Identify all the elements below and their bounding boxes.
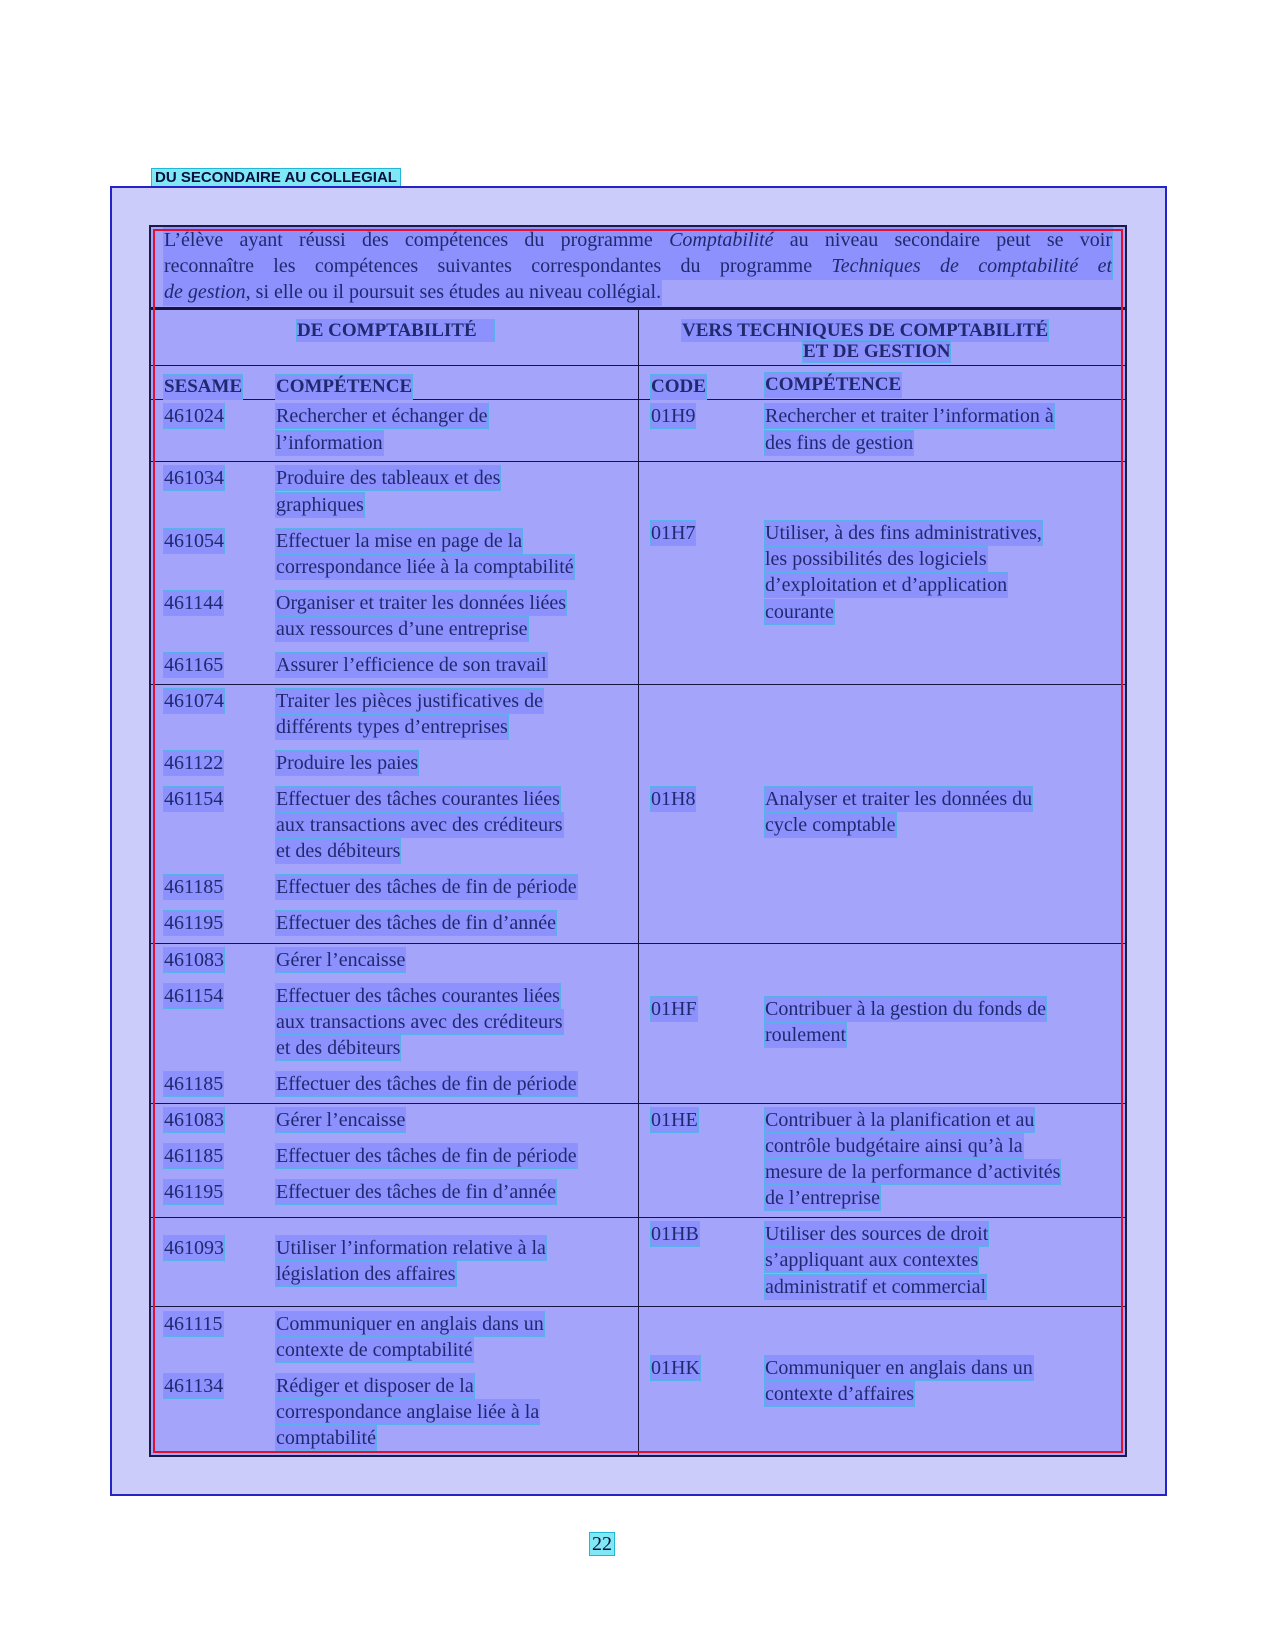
competence-line: administratif et commercial bbox=[765, 1276, 987, 1298]
sesame-code: 461093 bbox=[164, 1237, 224, 1259]
sesame-code: 461134 bbox=[164, 1375, 224, 1397]
sesame-code: 461185 bbox=[164, 1145, 224, 1167]
college-code: 01H7 bbox=[651, 522, 696, 544]
competence-line: Effectuer des tâches de fin d’année bbox=[276, 1181, 557, 1203]
column-divider bbox=[638, 308, 639, 1456]
sesame-code: 461024 bbox=[164, 405, 224, 427]
competence-line: aux transactions avec des créditeurs bbox=[276, 814, 563, 836]
sesame-code: 461115 bbox=[164, 1313, 223, 1335]
sesame-code: 461034 bbox=[164, 467, 224, 489]
sesame-code: 461154 bbox=[164, 985, 224, 1007]
competence-line: Contribuer à la gestion du fonds de bbox=[765, 998, 1047, 1020]
competence-line: aux transactions avec des créditeurs bbox=[276, 1011, 563, 1033]
competence-line: contexte d’affaires bbox=[765, 1383, 914, 1405]
right-title: ET DE GESTION bbox=[803, 341, 951, 362]
competence-line: et des débiteurs bbox=[276, 1037, 401, 1059]
sesame-code: 461122 bbox=[164, 752, 224, 774]
college-code: 01HF bbox=[651, 998, 697, 1020]
column-header-code: CODE bbox=[651, 376, 706, 397]
column-header-competence: COMPÉTENCE bbox=[276, 376, 413, 397]
sesame-code: 461185 bbox=[164, 1073, 224, 1095]
sesame-code: 461154 bbox=[164, 788, 224, 810]
competence-line: mesure de la performance d’activités bbox=[765, 1161, 1061, 1183]
competence-line: Produire des tableaux et des bbox=[276, 467, 501, 489]
competence-line: Utiliser, à des fins administratives, bbox=[765, 522, 1042, 544]
competence-line: contexte de comptabilité bbox=[276, 1339, 473, 1361]
competence-line: graphiques bbox=[276, 494, 364, 516]
competence-line: Effectuer des tâches courantes liées bbox=[276, 985, 560, 1007]
competence-line: Effectuer des tâches de fin de période bbox=[276, 876, 577, 898]
sesame-code: 461083 bbox=[164, 1109, 224, 1131]
competence-line: Rechercher et échanger de bbox=[276, 405, 488, 427]
competence-line: d’exploitation et d’application bbox=[765, 574, 1008, 596]
college-code: 01HK bbox=[651, 1357, 700, 1379]
sesame-code: 461195 bbox=[164, 912, 224, 934]
competence-line: Traiter les pièces justificatives de bbox=[276, 690, 543, 712]
competence-line: roulement bbox=[765, 1024, 847, 1046]
section-label: DU SECONDAIRE AU COLLEGIAL bbox=[151, 168, 401, 188]
competence-line: Analyser et traiter les données du bbox=[765, 788, 1033, 810]
competence-line: Effectuer des tâches de fin de période bbox=[276, 1145, 577, 1167]
competence-line: comptabilité bbox=[276, 1427, 376, 1449]
sesame-code: 461165 bbox=[164, 654, 224, 676]
competence-line: correspondance anglaise liée à la bbox=[276, 1401, 540, 1423]
competence-line: les possibilités des logiciels bbox=[765, 548, 987, 570]
competence-line: et des débiteurs bbox=[276, 840, 401, 862]
competence-line: Effectuer des tâches de fin de période bbox=[276, 1073, 577, 1095]
college-code: 01H8 bbox=[651, 788, 696, 810]
sesame-code: 461054 bbox=[164, 530, 224, 552]
sesame-code: 461074 bbox=[164, 690, 224, 712]
intro-line: reconnaître les compétences suivantes correspondantes du programme Techniques de comptabilité et bbox=[164, 255, 1112, 277]
competence-line: contrôle budgétaire ainsi qu’à la bbox=[765, 1135, 1023, 1157]
page-number: 22 bbox=[592, 1533, 612, 1555]
competence-line: de l’entreprise bbox=[765, 1187, 880, 1209]
competence-line: cycle comptable bbox=[765, 814, 896, 836]
competence-line: des fins de gestion bbox=[765, 432, 914, 454]
competence-line: Contribuer à la planification et au bbox=[765, 1109, 1035, 1131]
sesame-code: 461195 bbox=[164, 1181, 224, 1203]
competence-line: Rechercher et traiter l’information à bbox=[765, 405, 1054, 427]
competence-line: différents types d’entreprises bbox=[276, 716, 508, 738]
competence-line: Produire les paies bbox=[276, 752, 419, 774]
left-title: DE COMPTABILITÉ bbox=[297, 320, 494, 341]
sesame-code: 461144 bbox=[164, 592, 224, 614]
competence-line: s’appliquant aux contextes bbox=[765, 1249, 979, 1271]
competence-line: Utiliser des sources de droit bbox=[765, 1223, 989, 1245]
intro-line: de gestion, si elle ou il poursuit ses études au niveau collégial. bbox=[164, 281, 662, 303]
column-header-competence: COMPÉTENCE bbox=[765, 374, 902, 395]
competence-line: législation des affaires bbox=[276, 1263, 456, 1285]
college-code: 01HB bbox=[651, 1223, 699, 1245]
sesame-code: 461083 bbox=[164, 949, 224, 971]
competence-line: Effectuer la mise en page de la bbox=[276, 530, 523, 552]
competence-line: Gérer l’encaisse bbox=[276, 949, 406, 971]
competence-line: l’information bbox=[276, 432, 383, 454]
competence-line: courante bbox=[765, 601, 834, 623]
competence-line: Effectuer des tâches de fin d’année bbox=[276, 912, 557, 934]
right-title: VERS TECHNIQUES DE COMPTABILITÉ bbox=[682, 320, 1049, 341]
competence-line: correspondance liée à la comptabilité bbox=[276, 556, 574, 578]
competence-line: Rédiger et disposer de la bbox=[276, 1375, 474, 1397]
competence-line: Organiser et traiter les données liées bbox=[276, 592, 567, 614]
competence-line: Communiquer en anglais dans un bbox=[276, 1313, 544, 1335]
competence-line: Gérer l’encaisse bbox=[276, 1109, 406, 1131]
intro-line: L’élève ayant réussi des compétences du programme Comptabilité au niveau secondaire peut se voir bbox=[164, 229, 1112, 251]
competence-line: aux ressources d’une entreprise bbox=[276, 618, 528, 640]
sesame-code: 461185 bbox=[164, 876, 224, 898]
column-header-sesame: SESAME bbox=[164, 376, 243, 397]
competence-line: Assurer l’efficience de son travail bbox=[276, 654, 547, 676]
competence-line: Effectuer des tâches courantes liées bbox=[276, 788, 560, 810]
college-code: 01HE bbox=[651, 1109, 698, 1131]
competence-line: Communiquer en anglais dans un bbox=[765, 1357, 1033, 1379]
competence-line: Utiliser l’information relative à la bbox=[276, 1237, 546, 1259]
college-code: 01H9 bbox=[651, 405, 696, 427]
